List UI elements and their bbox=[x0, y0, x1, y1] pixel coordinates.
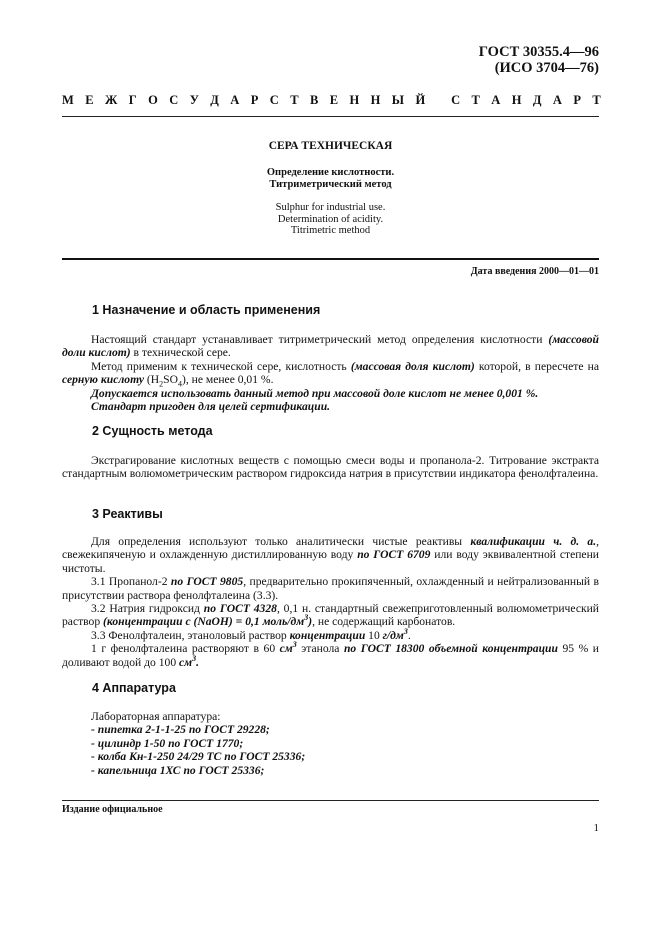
text-run: (H bbox=[143, 373, 160, 387]
list-item: - колба Кн-1-250 24/29 ТС по ГОСТ 25336; bbox=[91, 750, 306, 764]
text-run: 3.3 Фенолфталеин, этаноловый раствор bbox=[91, 628, 290, 642]
text-run: по ГОСТ 4328 bbox=[203, 602, 277, 616]
banner-letter: О bbox=[148, 93, 158, 107]
section-3-heading: 3 Реактивы bbox=[92, 507, 163, 521]
list-item: - капельница 1ХС по ГОСТ 25336; bbox=[91, 763, 265, 777]
section-3-paragraph bbox=[62, 602, 599, 629]
text-run: см bbox=[279, 642, 293, 656]
text-run: ) bbox=[308, 615, 313, 629]
subtitle-line: Определение кислотности. bbox=[266, 167, 395, 178]
banner-letter: Н bbox=[511, 93, 522, 107]
banner-letter: М bbox=[62, 93, 74, 107]
text-run: в технической сере. bbox=[130, 346, 231, 360]
text-run: 95 % и доливают водой до 100 bbox=[62, 642, 599, 669]
banner-letter: Н bbox=[370, 93, 381, 107]
text-run: Настоящий стандарт устанавливает титриметрический метод определения кислотности bbox=[91, 333, 549, 346]
banner-letter: А bbox=[230, 93, 240, 107]
text-run: , 0,1 н. стандартный свежеприготовленный волюмометрический раствор bbox=[62, 602, 600, 629]
text-run: по ГОСТ 9805 bbox=[170, 575, 244, 589]
banner-letter: Д bbox=[210, 93, 219, 107]
iso-number: (ИСО 3704—76) bbox=[494, 60, 599, 76]
banner-letter: С bbox=[451, 93, 461, 107]
text-run: (массовая доля кислот) bbox=[350, 359, 475, 373]
superscript: 3 bbox=[292, 640, 297, 650]
section-4-heading: 4 Аппаратура bbox=[92, 681, 176, 695]
section-1-paragraph bbox=[62, 360, 599, 387]
footer-divider bbox=[62, 800, 599, 801]
text-run: Метод применим к технической сере, кислотность bbox=[91, 359, 351, 373]
introduction-date: Дата введения 2000—01—01 bbox=[470, 266, 599, 277]
section-3-paragraph bbox=[62, 626, 599, 642]
section-1-paragraph bbox=[62, 333, 599, 360]
section-2-paragraph: Экстрагирование кислотных веществ с помощью смеси воды и пропанола-2. Титрование экстракта стандартным волюмометрическим раствором гидроксида натрия в присутствии индикатора фенолфталеина. bbox=[62, 454, 599, 481]
text-run: этанола bbox=[296, 642, 344, 656]
section-2-heading: 2 Сущность метода bbox=[92, 424, 213, 438]
banner-letter: Е bbox=[85, 93, 94, 107]
text-run: . bbox=[407, 628, 411, 642]
banner-letter: Т bbox=[290, 93, 299, 107]
text-run: которой, в пересчете на bbox=[474, 359, 599, 373]
banner-gap bbox=[437, 94, 440, 107]
document-subtitle bbox=[62, 167, 599, 191]
banner-letter: Ы bbox=[391, 93, 405, 107]
section-3-paragraph bbox=[62, 575, 599, 602]
text-run: Для определения используют только аналитически чистые реактивы bbox=[91, 535, 471, 548]
banner-letter: Д bbox=[532, 93, 542, 107]
banner-letter: С bbox=[169, 93, 179, 107]
superscript: 3 bbox=[192, 653, 197, 663]
text-run: квалификации ч. д. а. bbox=[470, 535, 597, 548]
section-1-paragraph: Допускается использовать данный метод при массовой доле кислот не менее 0,001 %. bbox=[91, 386, 539, 400]
banner-letter: Е bbox=[329, 93, 339, 107]
english-title-line: Sulphur for industrial use. bbox=[275, 202, 386, 213]
section-1-heading: 1 Назначение и область применения bbox=[92, 303, 321, 317]
section-1-body bbox=[62, 333, 599, 413]
text-run: концентрации bbox=[289, 628, 366, 642]
english-title-line: Determination of acidity. bbox=[277, 213, 384, 225]
text-run: по ГОСТ 6709 bbox=[357, 548, 431, 562]
text-run: по ГОСТ 18300 объемной концентрации bbox=[343, 642, 558, 656]
page-number: 1 bbox=[593, 822, 599, 834]
apparatus-intro: Лабораторная аппаратура: bbox=[91, 710, 221, 723]
banner-letter: А bbox=[491, 93, 501, 107]
apparatus-list bbox=[91, 710, 305, 777]
section-3-body bbox=[62, 535, 599, 669]
banner-letter: Г bbox=[128, 93, 137, 107]
english-title bbox=[62, 202, 599, 237]
section-2-body bbox=[62, 454, 599, 481]
banner-letter: Н bbox=[349, 93, 360, 107]
text-run: (массовой доли кислот) bbox=[62, 333, 599, 360]
gost-number-block bbox=[479, 44, 599, 76]
list-item: - цилиндр 1-50 по ГОСТ 1770; bbox=[91, 736, 244, 750]
banner-letter: С bbox=[269, 93, 279, 107]
thick-divider bbox=[62, 258, 599, 260]
section-1-paragraph: Стандарт пригоден для целей сертификации. bbox=[91, 400, 331, 414]
text-run: серную кислоту bbox=[62, 373, 144, 387]
top-divider bbox=[62, 116, 599, 117]
english-title-line: Titrimetric method bbox=[290, 225, 371, 236]
text-run: 3.1 Пропанол-2 bbox=[91, 575, 171, 589]
text-run: (концентрации с (NaOH) = 0,1 моль/дм bbox=[103, 615, 305, 629]
text-run: , свежекипяченую и охлажденную дистиллированную воду bbox=[62, 535, 600, 562]
list-item: - пипетка 2-1-1-25 по ГОСТ 29228; bbox=[91, 723, 270, 737]
text-run: . bbox=[196, 655, 200, 669]
subtitle-line: Титриметрический метод bbox=[269, 179, 392, 190]
gost-number: ГОСТ 30355.4—96 bbox=[478, 44, 599, 60]
banner-letter: Т bbox=[471, 93, 480, 107]
text-run: г/дм bbox=[382, 628, 404, 642]
superscript: 3 bbox=[403, 626, 408, 636]
subscript: 4 bbox=[177, 379, 182, 389]
superscript: 3 bbox=[304, 613, 309, 623]
document-title: СЕРА ТЕХНИЧЕСКАЯ bbox=[268, 140, 393, 152]
banner-letter: А bbox=[552, 93, 562, 107]
text-run: 1 г фенолфталеина растворяют в 60 bbox=[91, 642, 280, 656]
text-run: ), не менее 0,01 %. bbox=[181, 373, 274, 387]
banner-letter: У bbox=[189, 93, 199, 107]
text-run: 10 bbox=[365, 628, 383, 642]
banner-letter: Р bbox=[573, 93, 581, 107]
text-run: или воду эквивалентной степени чистоты. bbox=[62, 548, 599, 575]
subscript: 2 bbox=[159, 379, 164, 389]
banner-letter: Й bbox=[415, 93, 426, 107]
section-3-paragraph bbox=[62, 535, 599, 575]
section-3-paragraph bbox=[62, 642, 599, 669]
text-run: см bbox=[179, 655, 193, 669]
text-run: , предварительно прокипяченный, охлажденный и нейтрализованный в присутствии раствора фенолфталеина (3.3). bbox=[62, 575, 599, 602]
edition-note: Издание официальное bbox=[62, 804, 163, 815]
banner-letter: Ж bbox=[104, 93, 118, 107]
banner-letter: Р bbox=[250, 93, 259, 107]
interstate-standard-banner bbox=[62, 94, 601, 107]
text-run: 3.2 Натрия гидроксид bbox=[91, 602, 204, 616]
banner-letter: В bbox=[309, 93, 319, 107]
text-run: SO bbox=[163, 373, 178, 387]
banner-letter: Т bbox=[592, 93, 601, 107]
text-run: , не содержащий карбонатов. bbox=[312, 615, 456, 629]
